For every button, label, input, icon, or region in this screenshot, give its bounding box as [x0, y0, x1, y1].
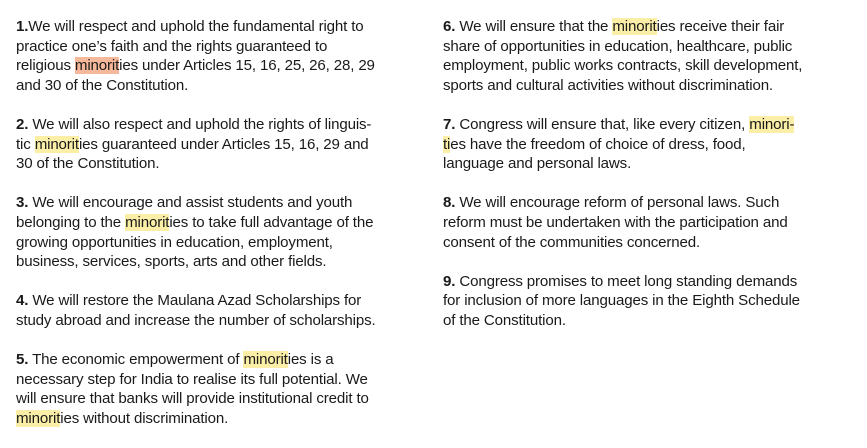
text-line — [16, 193, 408, 213]
text-line — [443, 233, 843, 253]
search-highlight: minorit — [243, 351, 288, 369]
text-line — [16, 37, 408, 57]
search-highlight: minorit — [16, 409, 61, 427]
text-segment: The economic empowerment of — [28, 351, 244, 369]
text-segment: practice one’s faith and the rights guaranteed to — [16, 37, 328, 55]
text-segment: tic — [16, 135, 35, 153]
text-segment: belonging to the — [16, 213, 126, 231]
text-line — [16, 389, 408, 409]
text-segment: employment, public works contracts, skill development, — [443, 57, 803, 75]
text-segment: share of opportunities in education, healthcare, public — [443, 37, 793, 55]
item-number: 4. — [16, 292, 29, 310]
commitment-item-8 — [443, 193, 843, 252]
item-number: 1. — [16, 18, 29, 35]
text-segment: reform must be undertaken with the participation and — [443, 213, 788, 231]
text-line — [16, 213, 408, 233]
text-segment: of the Constitution. — [443, 311, 566, 329]
commitment-item-3 — [16, 193, 408, 271]
item-number: 3. — [16, 194, 29, 212]
text-segment: ies guaranteed under Articles 15, 16, 29 and — [78, 135, 369, 153]
text-line — [16, 135, 408, 155]
text-segment: and 30 of the Constitution. — [16, 76, 189, 94]
text-segment: ies to take full advantage of the — [169, 213, 374, 231]
text-line — [443, 135, 843, 155]
text-line — [16, 115, 408, 135]
commitment-item-6 — [443, 17, 843, 95]
commitment-item-9 — [443, 272, 843, 331]
text-line — [16, 350, 408, 370]
text-line — [16, 252, 408, 272]
text-line — [443, 76, 843, 96]
search-highlight: minorit — [125, 213, 170, 231]
text-segment: ies is a — [287, 351, 334, 369]
text-line — [16, 370, 408, 390]
item-number: 9. — [443, 272, 456, 290]
text-line — [443, 193, 843, 213]
text-segment: study abroad and increase the number of scholarships. — [16, 311, 376, 329]
text-segment: es have the freedom of choice of dress, food, — [450, 135, 746, 153]
text-line — [443, 311, 843, 331]
text-line — [443, 272, 843, 292]
text-segment: We will respect and uphold the fundamental right to — [28, 18, 364, 35]
text-line — [443, 17, 843, 37]
text-line — [443, 56, 843, 76]
text-line — [16, 291, 408, 311]
text-segment: for inclusion of more languages in the Eighth Schedule — [443, 292, 800, 310]
text-segment: ies without discrimination. — [60, 409, 229, 427]
search-highlight: minori- — [749, 115, 795, 133]
item-number: 8. — [443, 194, 456, 212]
text-segment: sports and cultural activities without discrimination. — [443, 76, 773, 94]
text-line — [16, 76, 408, 96]
commitment-item-4 — [16, 291, 408, 330]
text-segment: We will encourage and assist students and youth — [28, 194, 353, 212]
item-number: 5. — [16, 351, 29, 369]
text-segment: We will restore the Maulana Azad Scholarships for — [28, 292, 362, 310]
text-segment: growing opportunities in education, employment, — [16, 233, 333, 251]
text-line — [443, 37, 843, 57]
text-line — [16, 311, 408, 331]
item-number: 7. — [443, 115, 456, 133]
commitment-item-1 — [16, 17, 408, 95]
text-line — [16, 233, 408, 253]
text-line — [16, 154, 408, 174]
text-segment: will ensure that banks will provide institutional credit to — [16, 390, 369, 408]
search-highlight: minorit — [612, 18, 657, 35]
text-line — [16, 17, 408, 37]
item-number: 6. — [443, 18, 456, 35]
text-segment: religious — [16, 57, 75, 75]
commitment-item-2 — [16, 115, 408, 174]
text-segment: We will ensure that the — [455, 18, 613, 35]
commitment-item-5 — [16, 350, 408, 428]
commitment-item-7 — [443, 115, 843, 174]
text-segment: We will encourage reform of personal laws. Such — [455, 194, 780, 212]
text-line — [443, 115, 843, 135]
text-segment: ies under Articles 15, 16, 25, 26, 28, 29 — [119, 57, 375, 75]
text-segment: We will also respect and uphold the rights of linguis- — [28, 115, 372, 133]
search-highlight: ti — [443, 135, 451, 153]
left-column — [16, 17, 408, 448]
item-number: 2. — [16, 115, 29, 133]
text-segment: business, services, sports, arts and other fields. — [16, 253, 327, 271]
text-segment: Congress will ensure that, like every citizen, — [455, 115, 750, 133]
text-line — [16, 56, 408, 76]
text-segment: ies receive their fair — [656, 18, 785, 35]
text-line — [443, 154, 843, 174]
text-segment: consent of the communities concerned. — [443, 233, 701, 251]
text-line — [16, 409, 408, 429]
text-segment: 30 of the Constitution. — [16, 155, 160, 173]
search-highlight: minorit — [34, 135, 79, 153]
text-segment: language and personal laws. — [443, 155, 632, 173]
text-segment: necessary step for India to realise its full potential. We — [16, 370, 368, 388]
right-column — [443, 17, 843, 350]
search-highlight-current: minorit — [74, 57, 120, 75]
text-line — [443, 291, 843, 311]
text-segment: Congress promises to meet long standing demands — [455, 272, 798, 290]
text-line — [443, 213, 843, 233]
